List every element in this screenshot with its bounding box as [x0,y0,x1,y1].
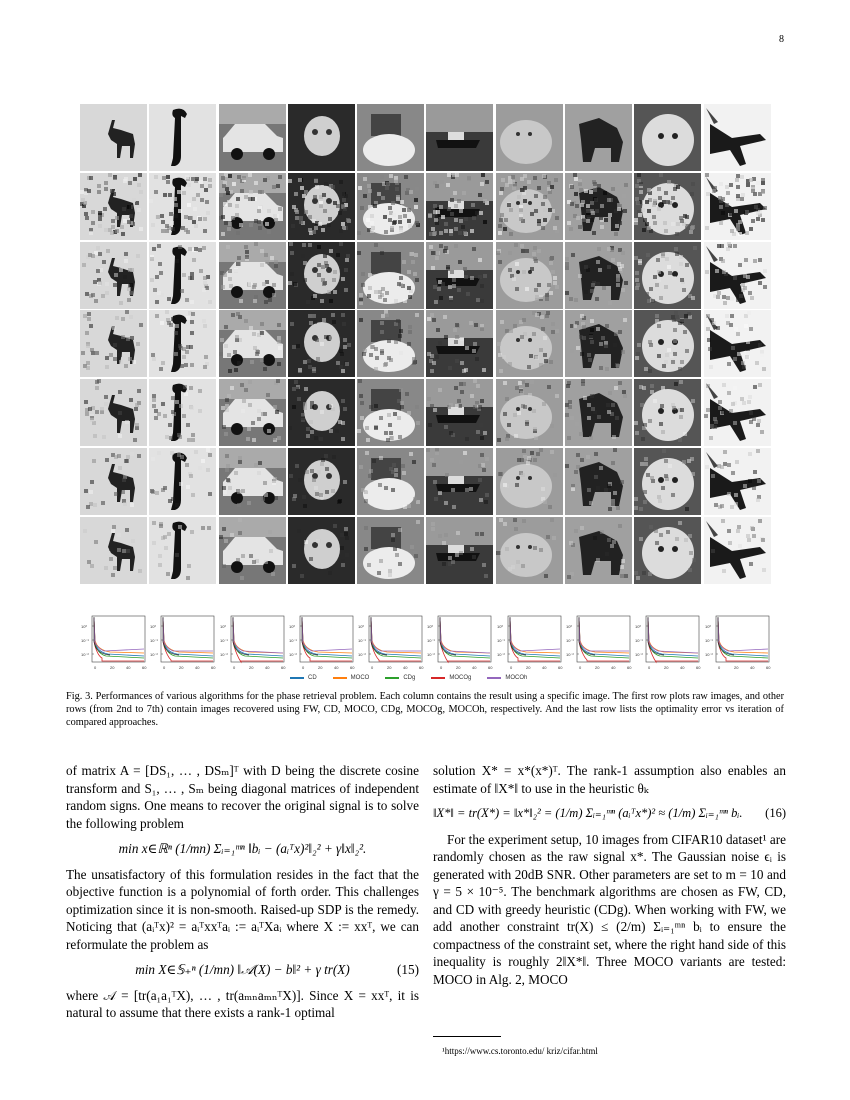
paragraph-experiment-setup: For the experiment setup, 10 images from CIFAR10 dataset¹ are randomly chosen as the raw signal x*. The Gaussian noise ϵᵢ is generated with 20dB SNR. Other parameters are set to m = 10 and γ = 5 × 10⁻⁵. The benchmark algorithms are chosen as FW, CD, and CD with greedy heuristic (CDg). When working with FW, we add another constraint tr(X) ≤ (2/m) Σᵢ₌₁ᵐⁿ bᵢ to ensure the compactness of the constraint set, where the right hand side of this inequality is roughly 2‖X*‖. Three MOCO variants are tested: MOCO in Alg. 2, MOCO [433,831,786,987]
svg-text:10⁻¹: 10⁻¹ [704,638,713,643]
svg-text:10⁰: 10⁰ [358,624,365,629]
svg-text:10⁻¹: 10⁻¹ [150,638,159,643]
svg-text:0: 0 [509,665,513,670]
svg-text:40: 40 [541,665,547,670]
image-mocog-dog [565,448,632,515]
image-fw-cat [496,173,563,240]
svg-text:10⁻²: 10⁻² [704,652,713,657]
image-moco-dog [565,310,632,377]
svg-text:10⁻¹: 10⁻¹ [635,638,644,643]
svg-text:20: 20 [456,665,461,670]
image-mocog-airplane [704,448,771,515]
convergence-plot-1 [80,612,147,672]
svg-text:10⁻²: 10⁻² [358,652,367,657]
svg-text:40: 40 [195,665,200,670]
image-cd-ostrich [149,242,216,309]
image-grid [80,104,770,584]
equation-phase-retrieval: min x∈ℝⁿ (1/mn) Σᵢ₌₁ᵐⁿ ‖bᵢ − (aᵢᵀx)²‖₂² + γ‖x‖₂². [118,841,367,856]
svg-text:20: 20 [595,665,600,670]
image-cdg-cat [496,379,563,446]
image-cdg-dog [565,379,632,446]
svg-text:10⁰: 10⁰ [566,624,573,629]
equation-16-body: ‖X*‖ = tr(X*) = ‖x*‖₂² = (1/m) Σᵢ₌₁ᵐⁿ (aᵢᵀx*)² ≈ (1/m) Σᵢ₌₁ᵐⁿ bᵢ. [433,806,743,820]
image-mocog-dog [634,448,701,515]
image-moco-airplane [704,310,771,377]
plot-legend [290,672,527,684]
image-moco-ostrich [149,310,216,377]
image-fw-ship [426,173,493,240]
svg-text:10⁰: 10⁰ [150,624,157,629]
image-fw-cat [288,173,355,240]
svg-text:60: 60 [765,665,771,670]
svg-text:10⁻²: 10⁻² [635,652,644,657]
equation-15-number: (15) [397,962,419,977]
image-fw-ostrich [149,173,216,240]
convergence-plot-10 [704,612,771,672]
image-moco-cat [357,310,424,377]
convergence-plot-4 [288,612,355,672]
image-mocoh-ship [426,517,493,584]
svg-text:10⁻²: 10⁻² [427,652,436,657]
svg-text:60: 60 [557,665,563,670]
legend-label: MOCOg [449,675,472,681]
svg-text:60: 60 [419,665,424,670]
image-mocoh-ostrich [149,517,216,584]
svg-text:10⁻¹: 10⁻¹ [427,638,436,643]
svg-text:40: 40 [611,665,616,670]
image-raw-cat [357,104,424,171]
image-cd-cat [288,242,355,309]
svg-text:40: 40 [680,665,685,670]
convergence-plot-5 [357,612,424,672]
image-mocog-ship [426,448,493,515]
svg-text:60: 60 [142,665,147,670]
image-cdg-cat [357,379,424,446]
image-cdg-cat [288,379,355,446]
image-raw-ship [426,104,493,171]
equation-16-number: (16) [765,806,786,820]
image-mocoh-cat [288,517,355,584]
svg-text:10⁰: 10⁰ [81,624,88,629]
svg-text:0: 0 [163,665,166,670]
convergence-plot-7 [496,612,563,672]
legend-item-mocoh [487,675,527,681]
right-column [433,762,786,988]
image-cdg-dog [634,379,701,446]
image-mocoh-automobile [219,517,286,584]
equation-15 [66,961,419,979]
image-mocoh-cat [496,517,563,584]
image-mocoh-deer [80,517,147,584]
image-mocoh-airplane [704,517,771,584]
left-column [66,762,419,1022]
image-raw-airplane [704,104,771,171]
legend-label: CDg [403,675,416,681]
page-number: 8 [779,34,784,45]
image-cdg-deer [80,379,147,446]
svg-text:10⁻²: 10⁻² [81,652,89,657]
image-moco-dog [634,310,701,377]
image-mocog-cat [357,448,424,515]
svg-text:10⁰: 10⁰ [219,624,226,629]
legend-label: MOCO [350,675,370,681]
image-mocog-deer [80,448,147,515]
svg-text:10⁻²: 10⁻² [566,652,574,657]
svg-text:20: 20 [387,665,392,670]
legend-swatch [333,677,347,679]
svg-text:20: 20 [110,665,115,670]
figure-caption: Fig. 3. Performances of various algorithms for the phase retrieval problem. Each column contains the result using a specific image. The first row plots raw images, and other rows (from 2nd to 7th) contain images recovered using FW, CD, MOCO, CDg, MOCOg, MOCOh, respectively. And the last row lists the optimality error vs iteration of compared approaches. [66,691,784,728]
image-raw-dog [565,104,632,171]
image-moco-deer [80,310,147,377]
legend-swatch [385,677,399,679]
convergence-plots-row [80,612,770,672]
svg-text:0: 0 [301,665,305,670]
svg-text:60: 60 [349,665,355,670]
image-cdg-ship [426,379,493,446]
image-moco-cat [288,310,355,377]
svg-text:40: 40 [126,665,131,670]
image-fw-cat [357,173,424,240]
image-fw-airplane [704,173,771,240]
paragraph-matrix-definition: of matrix A = [DS₁, … , DSₘ]ᵀ with D being the discrete cosine transform and S₁, … , Sₘ being diagonal matrices of independent random signs. One means to recover the original signal is to solve the following problem [66,763,419,831]
equation-15-body: min X∈𝕊₊ⁿ (1/mn) ‖𝒜(X) − b‖² + γ tr(X) [135,962,350,977]
svg-text:20: 20 [317,665,323,670]
image-mocoh-dog [634,517,701,584]
legend-swatch [431,677,445,679]
svg-text:20: 20 [179,665,184,670]
svg-text:10⁻²: 10⁻² [150,652,159,657]
image-cd-dog [634,242,701,309]
convergence-plot-2 [149,612,216,672]
paragraph-sdp-remedy: The unsatisfactory of this formulation resides in the fact that the objective function is a polynomial of forth order. This challenges optimization since it is non-smooth. Raised-up SDP is the remedy. Noticing that (aᵢᵀx)² = aᵢᵀxxᵀaᵢ := aᵢᵀXaᵢ where X := xxᵀ, we can reformulate the problem as [66,866,419,952]
svg-text:10⁰: 10⁰ [496,624,503,629]
svg-text:10⁻¹: 10⁻¹ [288,638,297,643]
svg-text:10⁻²: 10⁻² [496,652,505,657]
svg-text:40: 40 [749,665,755,670]
image-cd-cat [357,242,424,309]
svg-text:10⁰: 10⁰ [635,624,642,629]
svg-text:20: 20 [525,665,531,670]
legend-swatch [290,677,304,679]
image-moco-ship [426,310,493,377]
convergence-plot-9 [634,612,701,672]
image-cd-ship [426,242,493,309]
svg-text:10⁰: 10⁰ [288,624,295,629]
image-fw-dog [565,173,632,240]
legend-swatch [487,677,501,679]
image-cd-automobile [219,242,286,309]
svg-text:10⁰: 10⁰ [427,624,434,629]
image-cd-airplane [704,242,771,309]
image-fw-dog [634,173,701,240]
convergence-plot-3 [219,612,286,672]
image-raw-automobile [219,104,286,171]
image-raw-ostrich [149,104,216,171]
image-raw-cat [288,104,355,171]
image-fw-automobile [219,173,286,240]
svg-text:0: 0 [94,665,97,670]
legend-label: MOCOh [505,675,528,681]
equation-16 [433,805,786,823]
svg-text:10⁻²: 10⁻² [288,652,297,657]
image-cdg-airplane [704,379,771,446]
image-cdg-automobile [219,379,286,446]
image-mocog-ostrich [149,448,216,515]
image-cd-cat [496,242,563,309]
image-mocoh-cat [357,517,424,584]
svg-text:0: 0 [648,665,651,670]
image-raw-cat [496,104,563,171]
image-fw-deer [80,173,147,240]
svg-text:60: 60 [488,665,493,670]
svg-text:0: 0 [371,665,374,670]
svg-text:60: 60 [627,665,632,670]
svg-text:10⁻¹: 10⁻¹ [81,638,89,643]
svg-text:40: 40 [472,665,477,670]
image-mocoh-dog [565,517,632,584]
svg-text:0: 0 [717,665,720,670]
footnote-rule [433,1036,501,1037]
image-mocog-cat [288,448,355,515]
image-cd-deer [80,242,147,309]
paragraph-solution: solution X* = x*(x*)ᵀ. The rank-1 assumption also enables an estimate of ‖X*‖ to use in the heuristic θₖ [433,763,786,796]
image-cd-dog [565,242,632,309]
image-raw-dog [634,104,701,171]
svg-text:60: 60 [211,665,216,670]
svg-text:20: 20 [248,665,254,670]
image-cdg-ostrich [149,379,216,446]
legend-item-cdg [385,675,415,681]
image-mocog-automobile [219,448,286,515]
legend-item-moco [333,675,370,681]
svg-text:10⁻¹: 10⁻¹ [566,638,574,643]
svg-text:0: 0 [579,665,582,670]
image-mocog-cat [496,448,563,515]
legend-item-mocog [431,675,471,681]
legend-item-cd [290,675,317,681]
svg-text:60: 60 [696,665,701,670]
footnote-cifar-url: ¹https://www.cs.toronto.edu/ kriz/cifar.html [442,1046,598,1056]
paragraph-rank-one: where 𝒜 = [tr(a₁a₁ᵀX), … , tr(aₘₙaₘₙᵀX)]. Since X = xxᵀ, it is natural to assume that there exists a rank-1 optimal [66,987,419,1020]
svg-text:60: 60 [280,665,286,670]
svg-text:40: 40 [333,665,339,670]
svg-text:20: 20 [664,665,669,670]
image-raw-deer [80,104,147,171]
svg-text:10⁻¹: 10⁻¹ [496,638,505,643]
image-moco-automobile [219,310,286,377]
svg-text:20: 20 [733,665,739,670]
svg-text:0: 0 [232,665,235,670]
legend-label: CD [308,675,317,681]
svg-text:10⁻¹: 10⁻¹ [219,638,228,643]
svg-text:40: 40 [264,665,270,670]
svg-text:10⁰: 10⁰ [704,624,711,629]
convergence-plot-6 [426,612,493,672]
svg-text:10⁻¹: 10⁻¹ [358,638,367,643]
svg-text:40: 40 [403,665,408,670]
convergence-plot-8 [565,612,632,672]
svg-text:0: 0 [440,665,443,670]
svg-text:10⁻²: 10⁻² [219,652,228,657]
image-moco-cat [496,310,563,377]
